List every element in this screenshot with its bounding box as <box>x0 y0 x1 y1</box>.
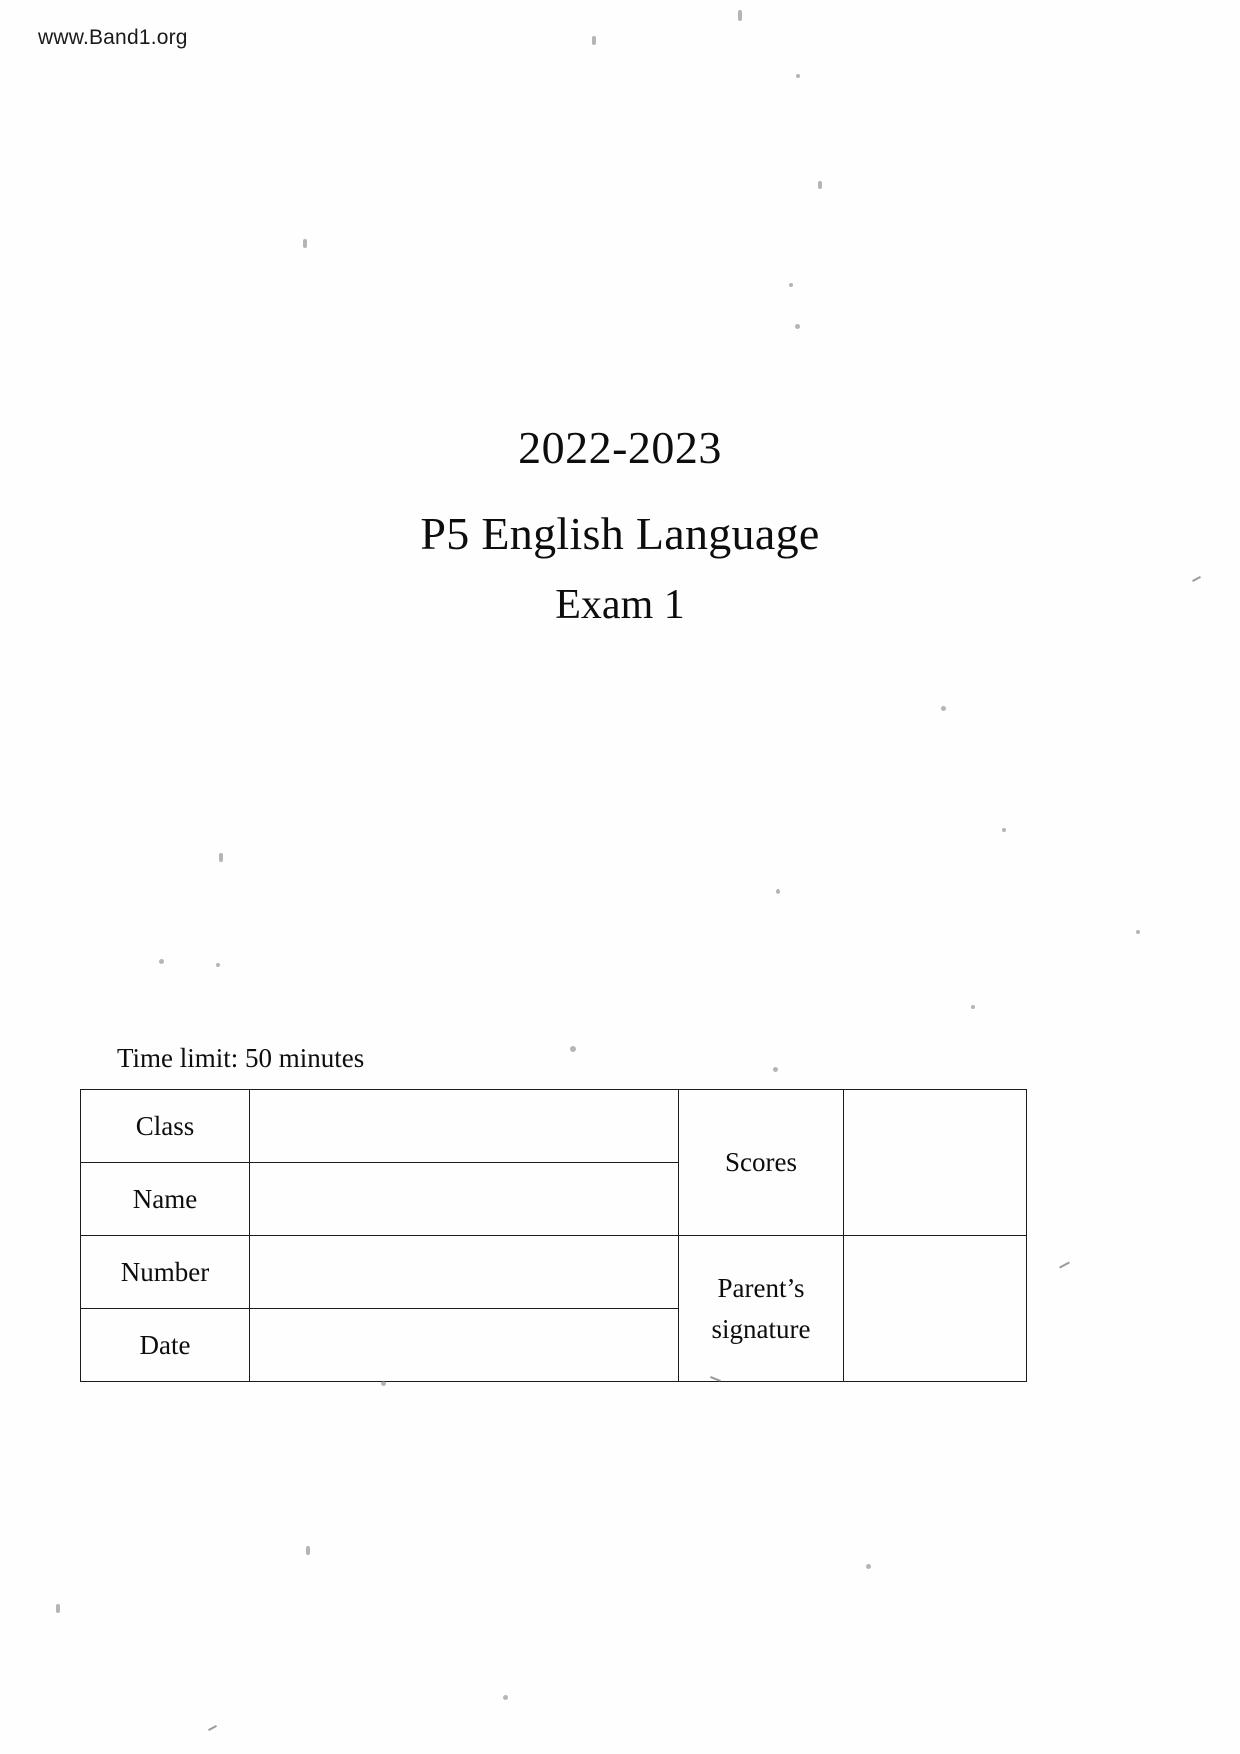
scan-speck <box>570 1046 576 1052</box>
scan-speck <box>941 706 946 711</box>
scan-speck <box>159 959 164 964</box>
field-class[interactable] <box>250 1090 679 1163</box>
scan-speck <box>773 1067 778 1072</box>
parent-signature-line-2: signature <box>711 1313 811 1344</box>
scan-speck <box>796 74 800 78</box>
exam-year: 2022-2023 <box>518 422 722 473</box>
label-scores: Scores <box>679 1090 844 1236</box>
scan-speck <box>971 1005 975 1009</box>
scan-speck <box>56 1604 60 1613</box>
scan-speck <box>789 283 793 287</box>
label-class: Class <box>81 1090 250 1163</box>
field-name[interactable] <box>250 1163 679 1236</box>
scan-speck <box>776 889 780 894</box>
scan-speck <box>503 1695 508 1700</box>
scan-speck <box>592 36 596 45</box>
label-parent-signature <box>679 1236 844 1382</box>
field-scores[interactable] <box>844 1090 1027 1236</box>
field-parent-signature[interactable] <box>844 1236 1027 1382</box>
scan-speck <box>216 963 220 967</box>
table-row <box>81 1236 1027 1309</box>
scan-speck <box>381 1381 386 1386</box>
scan-tick <box>1059 1262 1070 1269</box>
label-name: Name <box>81 1163 250 1236</box>
site-url-watermark: www.Band1.org <box>38 26 188 49</box>
exam-title-block <box>0 424 1240 627</box>
label-number: Number <box>81 1236 250 1309</box>
label-date: Date <box>81 1309 250 1382</box>
scan-speck <box>306 1546 310 1555</box>
field-date[interactable] <box>250 1309 679 1382</box>
time-limit-text: Time limit: 50 minutes <box>117 1043 365 1073</box>
parent-signature-line-1: Parent’s <box>717 1273 805 1303</box>
scan-speck <box>1136 930 1140 934</box>
table-row <box>81 1090 1027 1163</box>
scan-speck <box>738 10 742 21</box>
scan-speck <box>219 853 223 862</box>
scan-tick <box>208 1725 217 1731</box>
scan-speck <box>795 324 800 329</box>
scan-speck <box>303 239 307 248</box>
scan-speck <box>1002 828 1006 832</box>
scan-speck <box>818 181 822 189</box>
exam-name: Exam 1 <box>555 581 685 628</box>
student-info-table <box>80 1089 1027 1382</box>
scan-speck <box>866 1564 871 1569</box>
field-number[interactable] <box>250 1236 679 1309</box>
exam-subject: P5 English Language <box>420 508 820 560</box>
